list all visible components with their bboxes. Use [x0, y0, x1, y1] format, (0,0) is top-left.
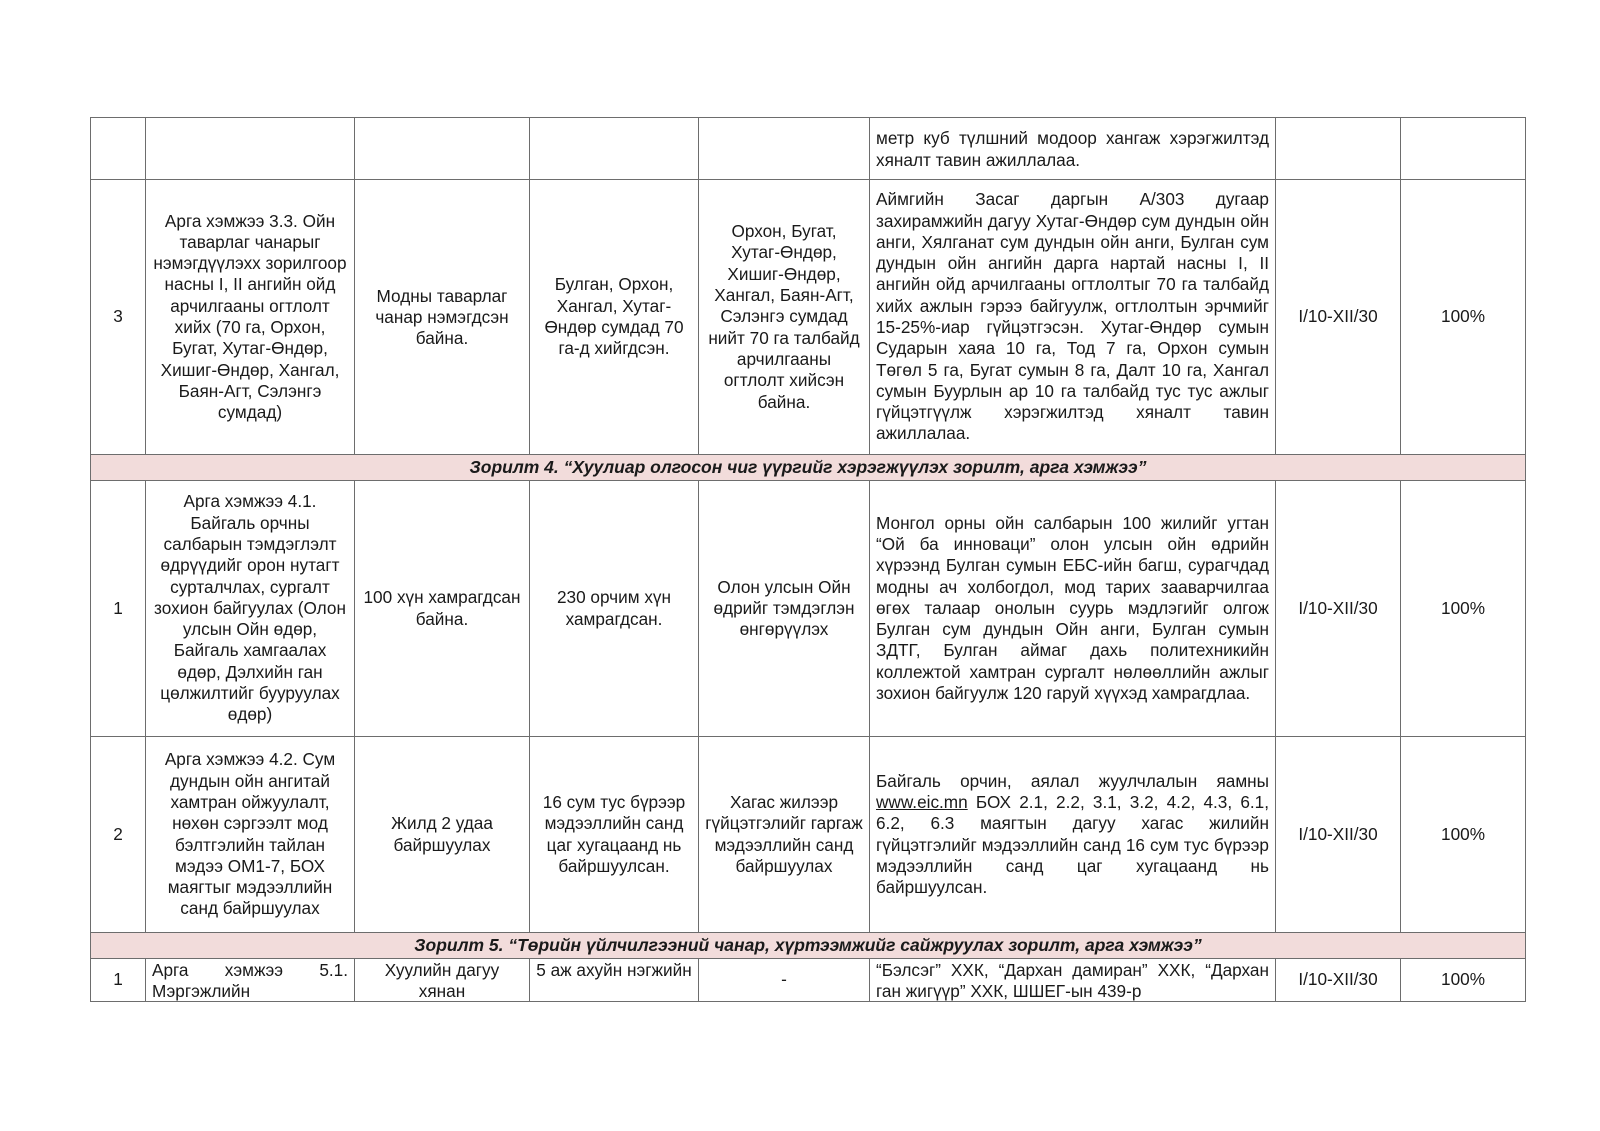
cell-outcome	[355, 959, 530, 1002]
cell-activity: Олон улсын Ойн өдрийг тэмдэглэн өнгөрүүлэх	[699, 481, 870, 737]
eic-link[interactable]: www.eic.mn	[876, 791, 968, 812]
section-header-goal-4	[91, 455, 1526, 481]
table-row	[91, 737, 1526, 933]
cell-measure	[146, 959, 355, 1002]
cell-num	[91, 118, 146, 180]
cell-target: Булган, Орхон, Хангал, Хутаг-Өндөр сумдад 70 га-д хийгдсэн.	[530, 180, 699, 455]
cell-num: 2	[91, 737, 146, 933]
table-row	[91, 481, 1526, 737]
section-title: Зорилт 4. “Хуулиар олгосон чиг үүргийг хэрэгжүүлэх зорилт, арга хэмжээ”	[91, 455, 1526, 481]
cell-period: I/10-XII/30	[1276, 481, 1401, 737]
cell-target: 16 сум тус бүрээр мэдээллийн санд цаг хугацаанд нь байршуулсан.	[530, 737, 699, 933]
cell-num: 1	[91, 959, 146, 1002]
cell-percent: 100%	[1401, 737, 1526, 933]
cell-measure-text: Арга хэмжээ 5.1. Мэргэжлийн	[152, 960, 348, 1001]
cell-period: I/10-XII/30	[1276, 180, 1401, 455]
cell-outcome: 100 хүн хамрагдсан байна.	[355, 481, 530, 737]
table-row	[91, 959, 1526, 1002]
cell-num: 3	[91, 180, 146, 455]
report-text-suffix: БОХ 2.1, 2.2, 3.1, 3.2, 4.2, 4.3, 6.1, 6.2, 6.3 маягтын дагуу хагас жилийн гүйцэтгэлийг мэдээллийн санд 16 сум тус бүрээр мэдээллийн санд цаг хугацаанд нь байршуулсан.	[876, 791, 1269, 898]
cell-measure: Арга хэмжээ 3.3. Ойн таварлаг чанарыг нэмэгдүүлэхх зорилгоор насны I, II ангийн ойд арчилгааны огтлолт хийх (70 га, Орхон, Бугат, Хутаг-Өндөр, Хишиг-Өндөр, Хангал, Баян-Агт, Сэлэнгэ сумдад)	[146, 180, 355, 455]
cell-activity: Орхон, Бугат, Хутаг-Өндөр, Хишиг-Өндөр, Хангал, Баян-Агт, Сэлэнгэ сумдад нийт 70 га талбайд арчилгааны огтлолт хийсэн байна.	[699, 180, 870, 455]
cell-outcome: Модны таварлаг чанар нэмэгдсэн байна.	[355, 180, 530, 455]
table-row	[91, 180, 1526, 455]
cell-measure: Арга хэмжээ 4.1. Байгаль орчны салбарын тэмдэглэлт өдрүүдийг орон нутагт сурталчлах, сургалт зохион байгуулах (Олон улсын Ойн өдөр, Байгаль хамгаалах өдөр, Дэлхийн ган цөлжилтийг бууруулах өдөр)	[146, 481, 355, 737]
cell-measure	[146, 118, 355, 180]
cell-percent: 100%	[1401, 959, 1526, 1002]
cell-period	[1276, 118, 1401, 180]
cell-report: метр куб түлшний модоор хангаж хэрэгжилтэд хяналт тавин ажиллалаа.	[870, 118, 1276, 180]
report-text-prefix: Байгаль орчин, аялал жуулчлалын яамны	[876, 770, 1269, 791]
cell-report-text: “Бэлсэг” ХХК, “Дархан дамиран” ХХК, “Дархан ган жигүүр” ХХК, ШШЕГ-ын 439-р	[876, 960, 1269, 1001]
cell-percent	[1401, 118, 1526, 180]
section-header-goal-5	[91, 933, 1526, 959]
cell-report	[870, 959, 1276, 1002]
cell-period: I/10-XII/30	[1276, 737, 1401, 933]
cell-outcome-text: Хуулийн дагуу хянан	[384, 960, 500, 1001]
cell-outcome: Жилд 2 удаа байршуулах	[355, 737, 530, 933]
cell-activity: -	[699, 959, 870, 1002]
cell-percent: 100%	[1401, 180, 1526, 455]
cell-period: I/10-XII/30	[1276, 959, 1401, 1002]
cell-target	[530, 118, 699, 180]
cell-target: 230 орчим хүн хамрагдсан.	[530, 481, 699, 737]
section-title: Зорилт 5. “Төрийн үйлчилгээний чанар, хүртээмжийг сайжруулах зорилт, арга хэмжээ”	[91, 933, 1526, 959]
cell-target-text: 5 аж ахуйн нэгжийн	[536, 960, 692, 980]
cell-activity: Хагас жилээр гүйцэтгэлийг гаргаж мэдээллийн санд байршуулах	[699, 737, 870, 933]
cell-num: 1	[91, 481, 146, 737]
cell-report: Монгол орны ойн салбарын 100 жилийг угтан “Ой ба инноваци” олон улсын ойн өдрийн хүрээнд Булган сумын ЕБС-ийн багш, сурагчдад модны ач холбогдол, мод тарих зааварчилгаа өгөх талаар онолын суурь мэдлэгийг олгож Булган сум дундын Ойн анги, Булган сумын ЗДТГ, Булган аймаг дахь политехникийн коллежтой хамтран сургалт нөлөөллийн ажлыг зохион байгуулж 120 гаруй хүүхэд хамрагдлаа.	[870, 481, 1276, 737]
cell-outcome	[355, 118, 530, 180]
cell-percent: 100%	[1401, 481, 1526, 737]
cell-report	[870, 737, 1276, 933]
table-row-continued	[91, 118, 1526, 180]
action-plan-table	[90, 117, 1526, 1002]
cell-report: Аймгийн Засаг даргын А/303 дугаар захирамжийн дагуу Хутаг-Өндөр сум дундын ойн анги, Хялганат сум дундын ойн анги, Булган сум дундын ойн ангийн дарга нартай насны I, II ангийн ойд арчилгааны огтлолтыг 70 га талбайд хийх ажлын гэрээ байгуулж, огтлолтын эрчмийг 15-25%-иар гүйцэтгэсэн. Хутаг-Өндөр сумын Сударын хаяа 10 га, Тод 7 га, Орхон сумын Төгөл 5 га, Бугат сумын 8 га, Далт 10 га, Хангал сумын Буурлын ар 10 га талбайд тус тус ажлыг гүйцэтгүүлж хэрэгжилтэд хяналт тавин ажиллалаа.	[870, 180, 1276, 455]
cell-activity	[699, 118, 870, 180]
cell-measure: Арга хэмжээ 4.2. Сум дундын ойн ангитай хамтран ойжуулалт, нөхөн сэргээлт мод бэлтгэлийн тайлан мэдээ ОМ1-7, БОХ маягтыг мэдээллийн санд байршуулах	[146, 737, 355, 933]
cell-target	[530, 959, 699, 1002]
